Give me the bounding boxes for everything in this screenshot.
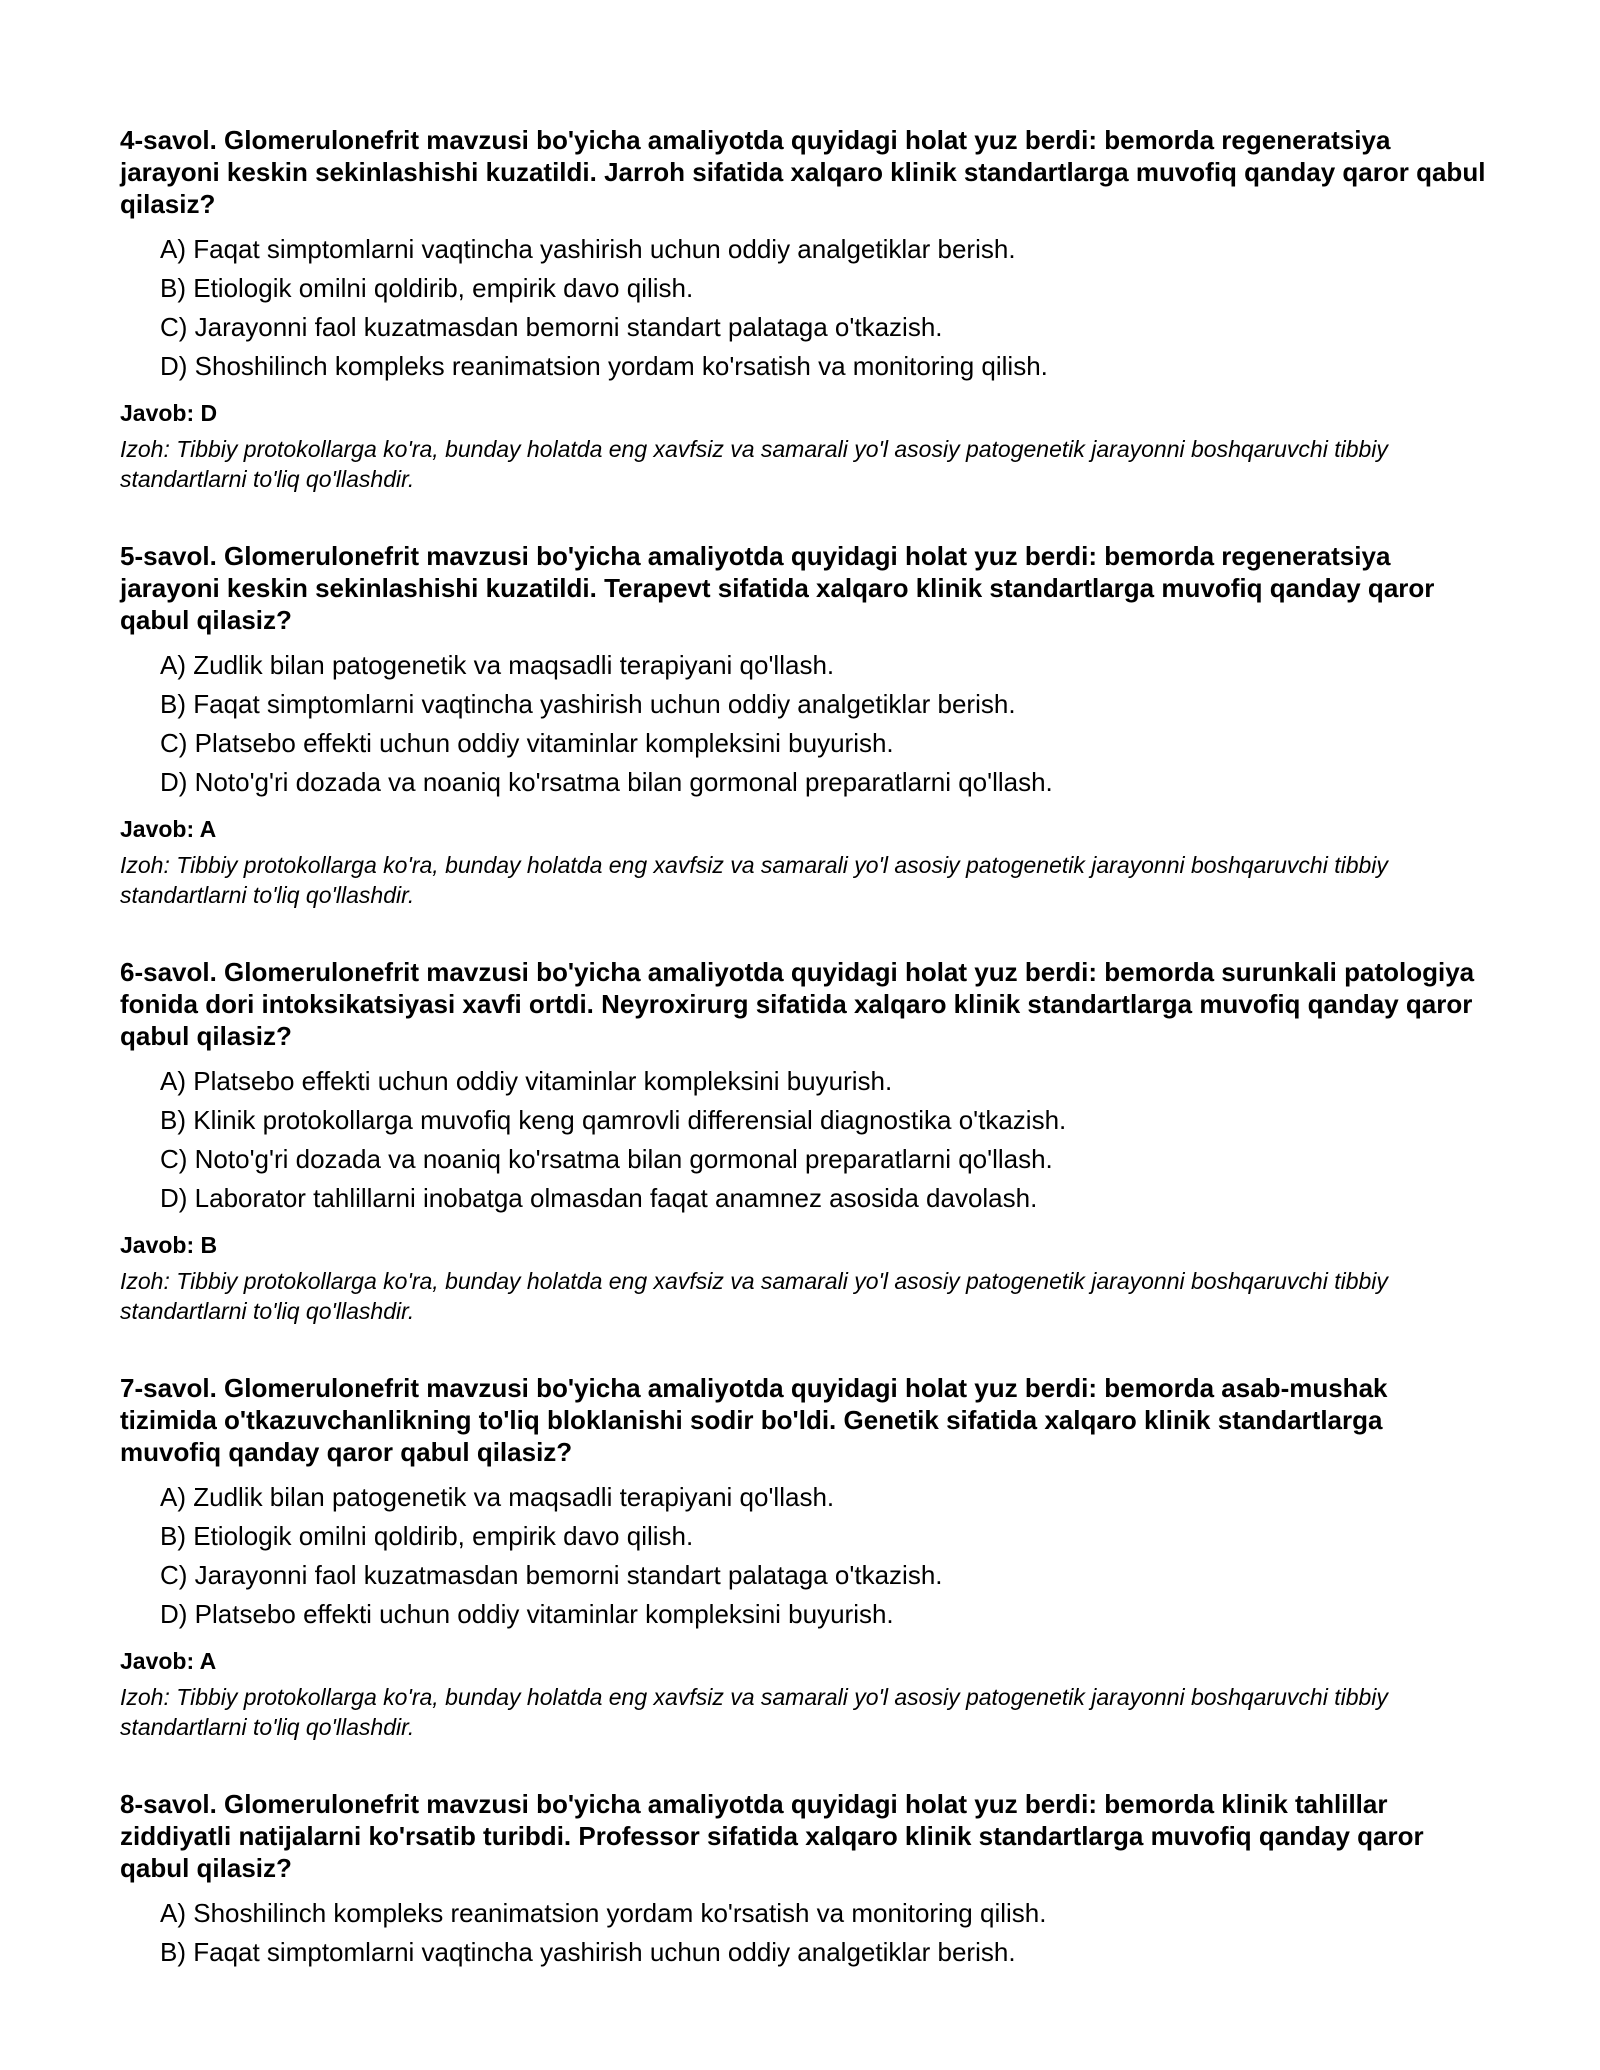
question-block <box>120 956 1490 1326</box>
option-d: D) Shoshilinch kompleks reanimatsion yordam ko'rsatish va monitoring qilish. <box>160 351 1048 381</box>
option-list <box>120 230 1490 386</box>
answer-text: Javob: D <box>120 400 218 426</box>
option-c: C) Jarayonni faol kuzatmasdan bemorni standart palataga o'tkazish. <box>160 1560 943 1590</box>
explanation-text: Izoh: Tibbiy protokollarga ko'ra, bunday holatda eng xavfsiz va samarali yo'l asosiy patogenetik jarayonni boshqaruvchi tibbiy standartlarni to'liq qo'llashdir. <box>120 1268 1388 1324</box>
option-d: D) Platsebo effekti uchun oddiy vitaminlar kompleksini buyurish. <box>160 1599 894 1629</box>
document-page <box>120 124 1490 2018</box>
answer-text: Javob: A <box>120 1648 217 1674</box>
question-block <box>120 124 1490 494</box>
option-a: A) Zudlik bilan patogenetik va maqsadli terapiyani qo'llash. <box>160 650 835 680</box>
explanation-text: Izoh: Tibbiy protokollarga ko'ra, bunday holatda eng xavfsiz va samarali yo'l asosiy patogenetik jarayonni boshqaruvchi tibbiy standartlarni to'liq qo'llashdir. <box>120 852 1388 908</box>
option-c: C) Noto'g'ri dozada va noaniq ko'rsatma bilan gormonal preparatlarni qo'llash. <box>160 1144 1053 1174</box>
option-list <box>120 1894 1490 1972</box>
question-text: 6-savol. Glomerulonefrit mavzusi bo'yicha amaliyotda quyidagi holat yuz berdi: bemorda surunkali patologiya fonida dori intoksikatsiyasi xavfi ortdi. Neyroxirurg sifatida xalqaro klinik standartlarga muvofiq qanday qaror qabul qilasiz? <box>120 957 1475 1051</box>
question-text: 8-savol. Glomerulonefrit mavzusi bo'yicha amaliyotda quyidagi holat yuz berdi: bemorda klinik tahlillar ziddiyatli natijalarni ko'rsatib turibdi. Professor sifatida xalqaro klinik standartlarga muvofiq qanday qaror qabul qilasiz? <box>120 1789 1424 1883</box>
option-c: C) Jarayonni faol kuzatmasdan bemorni standart palataga o'tkazish. <box>160 312 943 342</box>
option-b: B) Etiologik omilni qoldirib, empirik davo qilish. <box>160 1521 694 1551</box>
answer-text: Javob: A <box>120 816 217 842</box>
option-a: A) Faqat simptomlarni vaqtincha yashirish uchun oddiy analgetiklar berish. <box>160 234 1016 264</box>
question-text: 4-savol. Glomerulonefrit mavzusi bo'yicha amaliyotda quyidagi holat yuz berdi: bemorda regeneratsiya jarayoni keskin sekinlashishi kuzatildi. Jarroh sifatida xalqaro klinik standartlarga muvofiq qanday qaror qabul qilasiz? <box>120 125 1486 219</box>
option-b: B) Faqat simptomlarni vaqtincha yashirish uchun oddiy analgetiklar berish. <box>160 1937 1016 1967</box>
option-b: B) Klinik protokollarga muvofiq keng qamrovli differensial diagnostika o'tkazish. <box>160 1105 1067 1135</box>
option-d: D) Noto'g'ri dozada va noaniq ko'rsatma bilan gormonal preparatlarni qo'llash. <box>160 767 1053 797</box>
explanation-text: Izoh: Tibbiy protokollarga ko'ra, bunday holatda eng xavfsiz va samarali yo'l asosiy patogenetik jarayonni boshqaruvchi tibbiy standartlarni to'liq qo'llashdir. <box>120 1684 1388 1740</box>
question-text: 7-savol. Glomerulonefrit mavzusi bo'yicha amaliyotda quyidagi holat yuz berdi: bemorda asab-mushak tizimida o'tkazuvchanlikning to'liq bloklanishi sodir bo'ldi. Genetik sifatida xalqaro klinik standartlarga muvofiq qanday qaror qabul qilasiz? <box>120 1373 1388 1467</box>
question-block <box>120 1788 1490 1972</box>
option-list <box>120 646 1490 802</box>
option-a: A) Platsebo effekti uchun oddiy vitaminlar kompleksini buyurish. <box>160 1066 893 1096</box>
question-text: 5-savol. Glomerulonefrit mavzusi bo'yicha amaliyotda quyidagi holat yuz berdi: bemorda regeneratsiya jarayoni keskin sekinlashishi kuzatildi. Terapevt sifatida xalqaro klinik standartlarga muvofiq qanday qaror qabul qilasiz? <box>120 541 1435 635</box>
answer-text: Javob: B <box>120 1232 218 1258</box>
option-d: D) Laborator tahlillarni inobatga olmasdan faqat anamnez asosida davolash. <box>160 1183 1038 1213</box>
option-list <box>120 1478 1490 1634</box>
option-b: B) Etiologik omilni qoldirib, empirik davo qilish. <box>160 273 694 303</box>
option-c: C) Platsebo effekti uchun oddiy vitaminlar kompleksini buyurish. <box>160 728 894 758</box>
question-block <box>120 1372 1490 1742</box>
option-a: A) Shoshilinch kompleks reanimatsion yordam ko'rsatish va monitoring qilish. <box>160 1898 1047 1928</box>
option-list <box>120 1062 1490 1218</box>
option-b: B) Faqat simptomlarni vaqtincha yashirish uchun oddiy analgetiklar berish. <box>160 689 1016 719</box>
question-block <box>120 540 1490 910</box>
explanation-text: Izoh: Tibbiy protokollarga ko'ra, bunday holatda eng xavfsiz va samarali yo'l asosiy patogenetik jarayonni boshqaruvchi tibbiy standartlarni to'liq qo'llashdir. <box>120 436 1388 492</box>
option-a: A) Zudlik bilan patogenetik va maqsadli terapiyani qo'llash. <box>160 1482 835 1512</box>
